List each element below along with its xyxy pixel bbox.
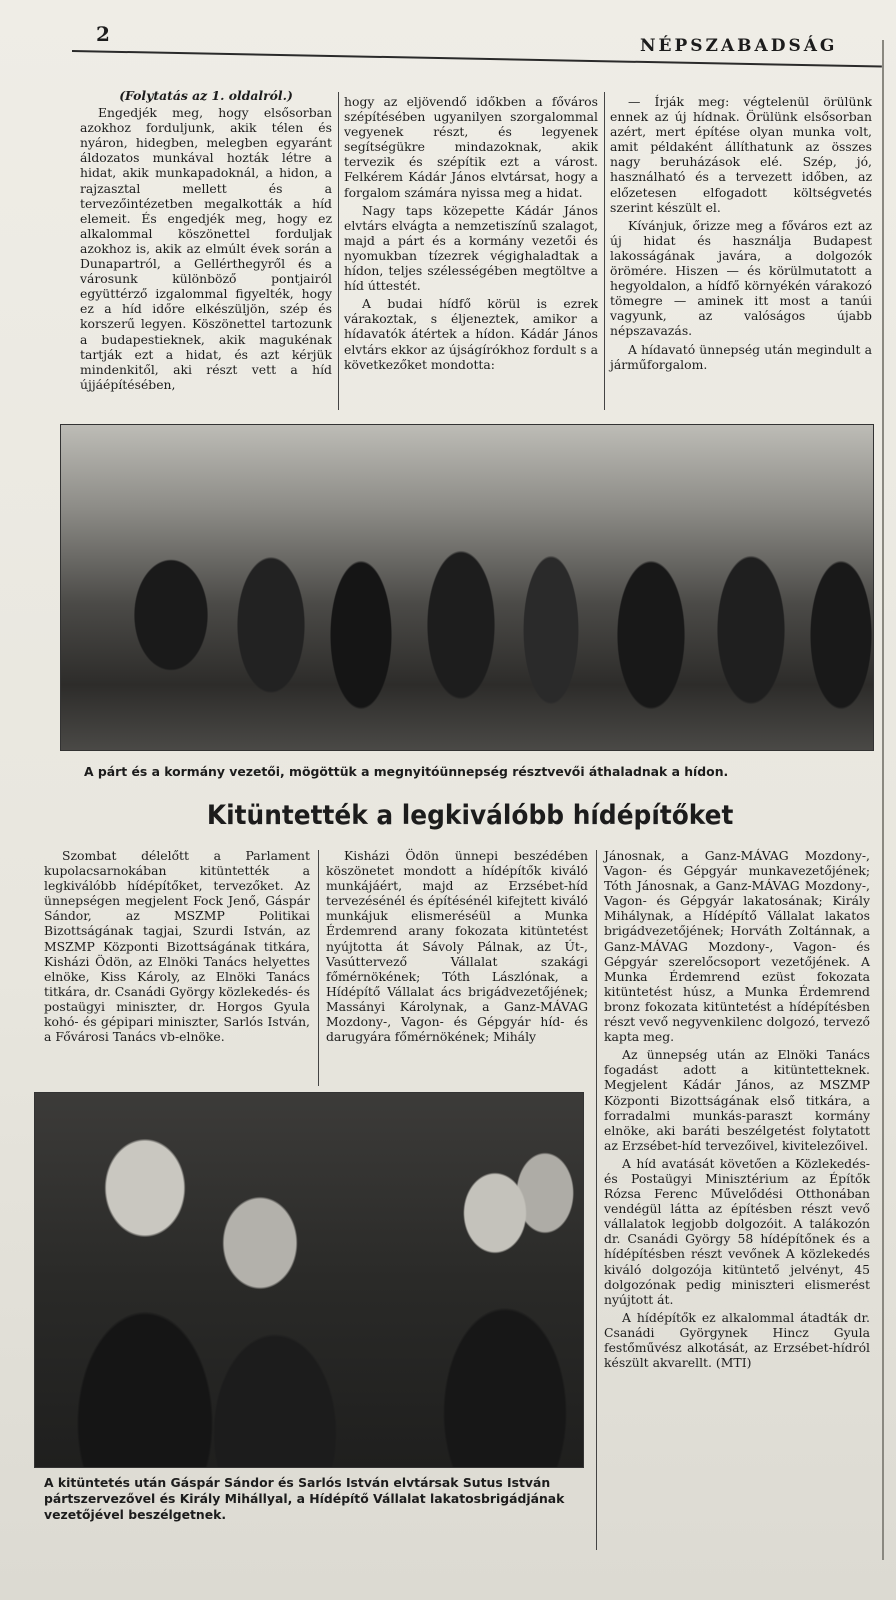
column-rule	[318, 850, 319, 1086]
reception-photo	[34, 1092, 584, 1468]
paragraph: Kívánjuk, őrizze meg a főváros ezt az új hidat és használja Budapest lakosságának javára, a dolgozók örömére. Hiszen — és körülmutatott a hegyoldalon, a hídfő környékén várakozó tömegre — aminek itt most a tanúi vagyunk, az valóságos újabb népszavazás.	[610, 217, 872, 339]
newspaper-name: NÉPSZABADSÁG	[640, 36, 838, 56]
award-column-3	[604, 848, 870, 1373]
photo1-caption: A párt és a kormány vezetői, mögöttük a megnyitóünnepség résztvevői áthaladnak a hídon.	[84, 764, 729, 779]
continued-from-note: (Folytatás az 1. oldalról.)	[119, 88, 293, 103]
paragraph: Engedjék meg, hogy elsősorban azokhoz forduljunk, akik télen és nyáron, hidegben, melegben egyaránt áldozatos munkával hozták létre a hidat, akik munkapadoknál, a hidon, a rajzasztal mellett és a tervezőintézetben megalkották a híd elemeit. És engedjék meg, hogy ez alkalommal köszönettel forduljak azokhoz is, akik az elmúlt évek során a Dunapartról, a Gellérthegyről és a városunk különböző pontjairól együttérző izgalommal figyelték, hogy ez a híd időre elkészüljön, szép és korszerű legyen. Köszönettel tartozunk a budapestieknek, akik magukénak tartják ezt a hidat, és azt kérjük mindenkitől, aki részt vett a híd újjáépítésében,	[80, 105, 332, 392]
paragraph: Jánosnak, a Ganz-MÁVAG Mozdony-, Vagon- és Gépgyár munkavezetőjének; Tóth Jánosnak, a Ganz-MÁVAG Mozdony-, Vagon- és Gépgyár lakatosának; Király Mihálynak, a Hídépítő Vállalat lakatos brigádvezetőjének; Horváth Zoltánnak, a Ganz-MÁVAG Mozdony-, Vagon- és Gépgyár szerelőcsoport vezetőjének. A Munka Érdemrend ezüst fokozata kitüntetést húsz, a Munka Érdemrend bronz fokozata kitüntetést a hídépítésben részt vevő negyvenkilenc dolgozó, tervező kapta meg.	[604, 848, 870, 1045]
bridge-crossing-photo	[60, 424, 874, 751]
paragraph: Az ünnepség után az Elnöki Tanács fogadást adott a kitüntetteknek. Megjelent Kádár János, az MSZMP Központi Bizottságának első titkára, a forradalmi munkás-paraszt kormány elnöke, aki baráti beszélgetést folytatott az Erzsébet-híd tervezőivel, kivitelezőivel.	[604, 1047, 870, 1153]
page-edge-rule	[882, 40, 884, 1560]
page-number: 2	[96, 22, 110, 46]
paragraph: A budai hídfő körül is ezrek várakoztak, s éljeneztek, amikor a hídavatók átértek a hídon. Kádár János elvtárs ekkor az újságírókhoz fordult s a következőket mondotta:	[344, 296, 598, 372]
continued-column-3	[610, 94, 872, 375]
award-column-1	[44, 848, 310, 1047]
continued-column-2	[344, 94, 598, 375]
paragraph: Nagy taps közepette Kádár János elvtárs elvágta a nemzetiszínű szalagot, majd a párt és a kormány vezetői és nyomukban tízezrek végighaladtak a hídon, teljes szélességében megtöltve a híd úttestét.	[344, 202, 598, 294]
paragraph: Szombat délelőtt a Parlament kupolacsarnokában kitüntették a legkiválóbb hídépítőket, tervezőket. Az ünnepségen megjelent Fock Jenő, Gáspár Sándor, az MSZMP Politikai Bizottságának tagjai, Szurdi István, az MSZMP Központi Bizottságának titkára, Kisházi Ödön, az Elnöki Tanács helyettes elnöke, Kiss Károly, az Elnöki Tanács titkára, dr. Csanádi György közlekedés- és postaügyi miniszter, dr. Horgos Gyula kohó- és gépipari miniszter, Sarlós István, a Fővárosi Tanács vb-elnöke.	[44, 848, 310, 1045]
paragraph: hogy az eljövendő időkben a főváros szépítésében ugyanilyen szorgalommal vegyenek részt, és legyenek segítségükre mindazoknak, akik tervezik és szépítik ezt a várost. Felkérem Kádár János elvtársat, hogy a forgalom számára nyissa meg a hidat.	[344, 94, 598, 200]
paragraph: — Írják meg: végtelenül örülünk ennek az új hídnak. Örülünk elsősorban azért, mert építése olyan munka volt, amit példaként állíthatunk az összes nagy beruházások elé. Szép, jó, használható és a tervezett időben, az előzetesen elfogadott költségvetés szerint készült el.	[610, 94, 872, 215]
continued-column-1	[80, 88, 332, 395]
award-column-2	[326, 848, 588, 1047]
paragraph: Kisházi Ödön ünnepi beszédében köszönetet mondott a hídépítők kiváló munkájáért, majd az Erzsébet-híd tervezésénél és építésénél kifejtett kiváló munkájuk elismeréséül a Munka Érdemrend arany fokozata kitüntetést nyújtotta át Sávoly Pálnak, az Út-, Vasúttervező Vállalat szakági főmérnökének; Tóth Lászlónak, a Hídépítő Vállalat ács brigádvezetőjének; Massányi Károlynak, a Ganz-MÁVAG Mozdony-, Vagon- és Gépgyár híd- és darugyára főmérnökének; Mihály	[326, 848, 588, 1045]
column-rule	[338, 92, 339, 410]
award-headline-text: Kitüntették a legkiválóbb hídépítőket	[206, 800, 734, 831]
paragraph: A híd avatását követően a Közlekedés- és Postaügyi Minisztérium az Építők Rózsa Ferenc Művelődési Otthonában vendégül látta az építésben részt vevő vállalatok legjobb dolgozóit. A talákozón dr. Csanádi György 58 hídépítőnek és a hídépítésben részt vevőnek A közlekedés kiváló dolgozója kitüntető jelvényt, 45 dolgozónak pedig miniszteri elismerést nyújtott át.	[604, 1155, 870, 1307]
photo2-caption: A kitüntetés után Gáspár Sándor és Sarlós István elvtársak Sutus István pártszervezővel és Király Mihállyal, a Hídépítő Vállalat lakatosbrigádjának vezetőjével beszélgetnek.	[44, 1475, 565, 1522]
column-rule	[596, 850, 597, 1550]
paragraph: A hídavató ünnepség után megindult a járműforgalom.	[610, 341, 872, 372]
column-rule	[604, 92, 605, 410]
paragraph: A hídépítők ez alkalommal átadták dr. Csanádi Györgynek Hincz Gyula festőművész alkotását, az Erzsébet-hídról készült akvarellt. (MTI)	[604, 1309, 870, 1371]
award-headline	[60, 800, 880, 831]
